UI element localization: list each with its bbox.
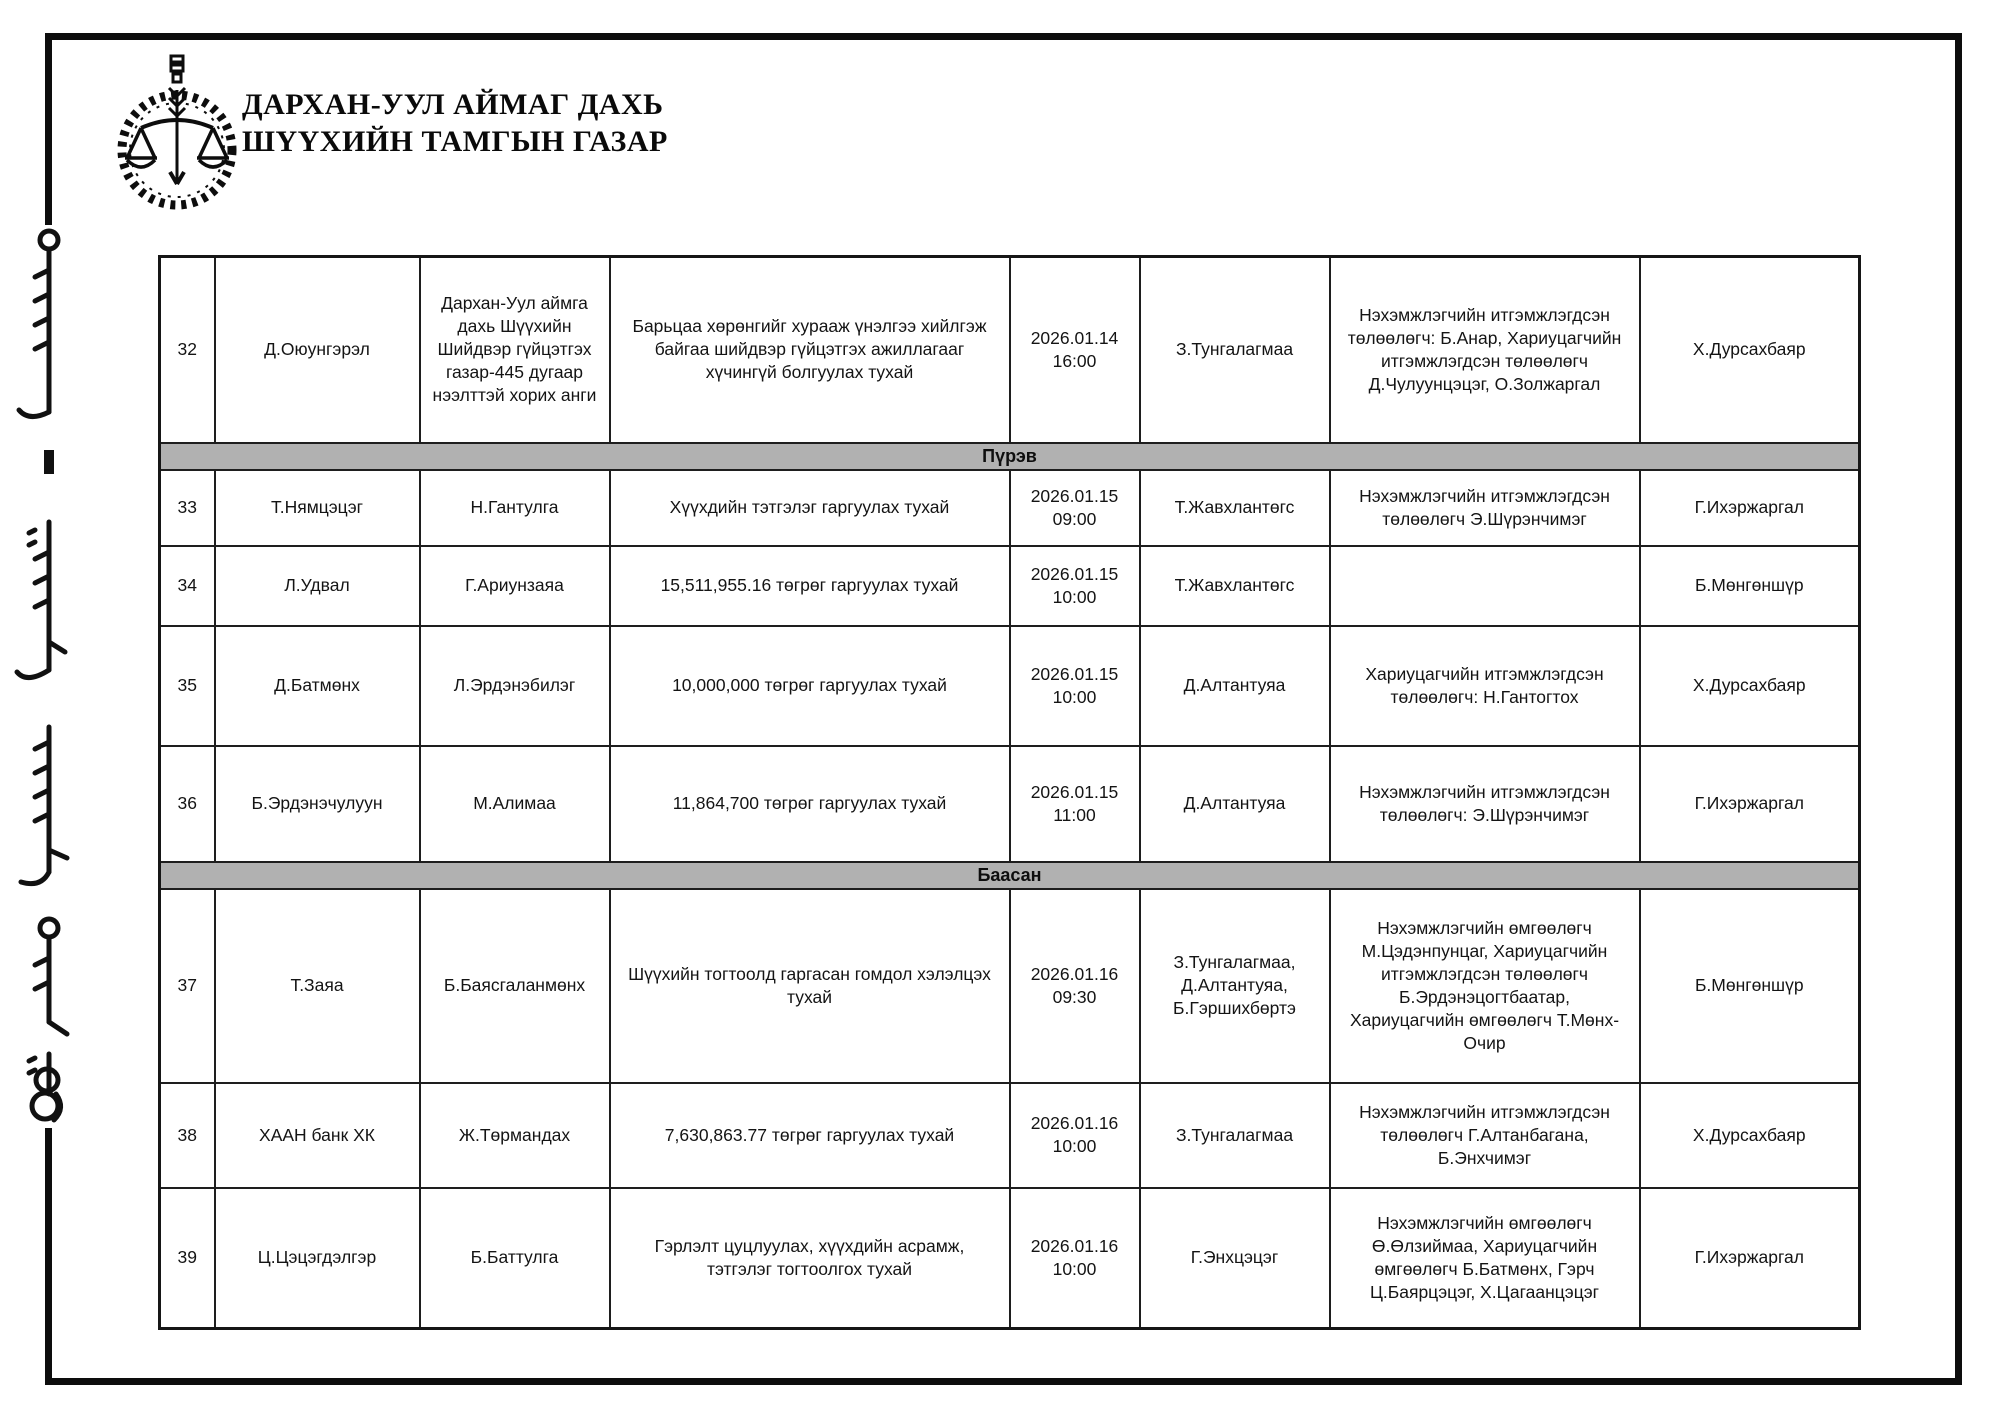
day-band-row bbox=[160, 862, 1860, 889]
cell-clerk: Х.Дурсахбаяр bbox=[1640, 626, 1860, 746]
cell-clerk: Г.Ихэржаргал bbox=[1640, 746, 1860, 862]
cell-judge: Г.Энхцэцэг bbox=[1140, 1188, 1330, 1329]
cell-date: 2026.01.15 bbox=[1030, 663, 1119, 684]
cell-case-subject: Хүүхдийн тэтгэлэг гаргуулах тухай bbox=[610, 470, 1010, 546]
cell-row-number: 36 bbox=[160, 746, 215, 862]
table-row bbox=[160, 746, 1860, 862]
schedule-table-container bbox=[158, 255, 1858, 1330]
court-logo-icon bbox=[116, 52, 238, 220]
cell-defendant: Б.Баясгаланмөнх bbox=[420, 889, 610, 1083]
cell-plaintiff: Л.Удвал bbox=[215, 546, 420, 626]
page-border-left-lower bbox=[45, 1128, 52, 1385]
cell-row-number: 37 bbox=[160, 889, 215, 1083]
cell-row-number: 32 bbox=[160, 257, 215, 443]
cell-row-number: 35 bbox=[160, 626, 215, 746]
cell-datetime bbox=[1010, 626, 1140, 746]
table-row bbox=[160, 626, 1860, 746]
cell-participants: Нэхэмжлэгчийн итгэмжлэгдсэн төлөөлөгч: Э.Шүрэнчимэг bbox=[1330, 746, 1640, 862]
cell-datetime bbox=[1010, 889, 1140, 1083]
cell-judge: Д.Алтантуяа bbox=[1140, 746, 1330, 862]
cell-date: 2026.01.16 bbox=[1030, 1235, 1119, 1256]
cell-row-number: 39 bbox=[160, 1188, 215, 1329]
cell-plaintiff: Д.Оюунгэрэл bbox=[215, 257, 420, 443]
cell-date: 2026.01.16 bbox=[1030, 963, 1119, 984]
cell-participants: Хариуцагчийн итгэмжлэгдсэн төлөөлөгч: Н.Гантогтох bbox=[1330, 626, 1640, 746]
cell-judge: З.Тунгалагмаа bbox=[1140, 1083, 1330, 1188]
cell-row-number: 38 bbox=[160, 1083, 215, 1188]
cell-time: 09:00 bbox=[1052, 508, 1097, 529]
org-title-line1: ДАРХАН-УУЛ АЙМАГ ДАХЬ bbox=[242, 88, 664, 121]
cell-judge: Т.Жавхлантөгс bbox=[1140, 470, 1330, 546]
cell-case-subject: Гэрлэлт цуцлуулах, хүүхдийн асрамж, тэтгэлэг тогтоолгох тухай bbox=[610, 1188, 1010, 1329]
cell-time: 16:00 bbox=[1052, 350, 1097, 371]
cell-clerk: Б.Мөнгөншүр bbox=[1640, 889, 1860, 1083]
cell-participants bbox=[1330, 546, 1640, 626]
cell-defendant: Г.Ариунзаяа bbox=[420, 546, 610, 626]
table-row bbox=[160, 889, 1860, 1083]
cell-judge: З.Тунгалагмаа bbox=[1140, 257, 1330, 443]
cell-time: 10:00 bbox=[1052, 686, 1097, 707]
table-row bbox=[160, 470, 1860, 546]
cell-datetime bbox=[1010, 746, 1140, 862]
cell-date: 2026.01.16 bbox=[1030, 1113, 1119, 1133]
cell-case-subject: 10,000,000 төгрөг гаргуулах тухай bbox=[610, 626, 1010, 746]
table-row bbox=[160, 1083, 1860, 1188]
schedule-table-body bbox=[160, 257, 1860, 1329]
day-band-label: Пүрэв bbox=[160, 443, 1860, 470]
day-band-label: Баасан bbox=[160, 862, 1860, 889]
cell-time: 11:00 bbox=[1053, 804, 1096, 825]
cell-time: 09:30 bbox=[1052, 986, 1097, 1007]
cell-participants: Нэхэмжлэгчийн өмгөөлөгч Ө.Өлзиймаа, Хариуцагчийн өмгөөлөгч Б.Батмөнх, Гэрч Ц.Баярцэцэг, Х.Цагаанцэцэг bbox=[1330, 1188, 1640, 1329]
cell-datetime bbox=[1010, 546, 1140, 626]
cell-defendant: Л.Эрдэнэбилэг bbox=[420, 626, 610, 746]
mongolian-vertical-script-icon bbox=[12, 222, 84, 1128]
cell-participants: Нэхэмжлэгчийн итгэмжлэгдсэн төлөөлөгч Э.Шүрэнчимэг bbox=[1330, 470, 1640, 546]
cell-date: 2026.01.15 bbox=[1030, 563, 1119, 584]
table-row bbox=[160, 546, 1860, 626]
cell-clerk: Г.Ихэржаргал bbox=[1640, 1188, 1860, 1329]
cell-datetime bbox=[1010, 1083, 1140, 1188]
cell-time: 10:00 bbox=[1052, 1136, 1097, 1156]
cell-case-subject: Шүүхийн тогтоолд гаргасан гомдол хэлэлцэх тухай bbox=[610, 889, 1010, 1083]
cell-datetime bbox=[1010, 1188, 1140, 1329]
cell-participants: Нэхэмжлэгчийн итгэмжлэгдсэн төлөөлөгч Г.Алтанбагана, Б.Энхчимэг bbox=[1330, 1083, 1640, 1188]
cell-clerk: Х.Дурсахбаяр bbox=[1640, 257, 1860, 443]
cell-plaintiff: Т.Нямцэцэг bbox=[215, 470, 420, 546]
page-border-left-upper bbox=[45, 33, 52, 225]
cell-defendant: Н.Гантулга bbox=[420, 470, 610, 546]
cell-clerk: Г.Ихэржаргал bbox=[1640, 470, 1860, 546]
day-band-row bbox=[160, 443, 1860, 470]
cell-datetime bbox=[1010, 257, 1140, 443]
cell-datetime bbox=[1010, 470, 1140, 546]
table-row bbox=[160, 1188, 1860, 1329]
org-title bbox=[242, 86, 668, 160]
page-border-bottom bbox=[45, 1378, 1962, 1385]
cell-participants: Нэхэмжлэгчийн өмгөөлөгч М.Цэдэнпунцаг, Хариуцагчийн итгэмжлэгдсэн төлөөлөгч Б.Эрдэнэцогтбаатар, Хариуцагчийн өмгөөлөгч Т.Мөнх-Очир bbox=[1330, 889, 1640, 1083]
cell-row-number: 33 bbox=[160, 470, 215, 546]
cell-defendant: Ж.Төрмандах bbox=[420, 1083, 610, 1188]
cell-plaintiff: Ц.Цэцэгдэлгэр bbox=[215, 1188, 420, 1329]
cell-defendant: Дархан-Уул аймга дахь Шүүхийн Шийдвэр гүйцэтгэх газар-445 дугаар нээлттэй хорих анги bbox=[420, 257, 610, 443]
org-title-line2: ШҮҮХИЙН ТАМГЫН ГАЗАР bbox=[242, 125, 668, 158]
cell-case-subject: 15,511,955.16 төгрөг гаргуулах тухай bbox=[610, 546, 1010, 626]
cell-row-number: 34 bbox=[160, 546, 215, 626]
cell-plaintiff: Т.Заяа bbox=[215, 889, 420, 1083]
cell-defendant: Б.Баттулга bbox=[420, 1188, 610, 1329]
cell-plaintiff: ХААН банк ХК bbox=[215, 1083, 420, 1188]
cell-judge: Д.Алтантуяа bbox=[1140, 626, 1330, 746]
cell-date: 2026.01.15 bbox=[1030, 485, 1119, 506]
cell-judge: Т.Жавхлантөгс bbox=[1140, 546, 1330, 626]
cell-defendant: М.Алимаа bbox=[420, 746, 610, 862]
cell-date: 2026.01.15 bbox=[1030, 781, 1119, 802]
cell-case-subject: Барьцаа хөрөнгийг хурааж үнэлгээ хийлгэж байгаа шийдвэр гүйцэтгэх ажиллагааг хүчингүй болгуулах тухай bbox=[610, 257, 1010, 443]
cell-case-subject: 11,864,700 төгрөг гаргуулах тухай bbox=[610, 746, 1010, 862]
schedule-table bbox=[158, 255, 1861, 1330]
cell-plaintiff: Д.Батмөнх bbox=[215, 626, 420, 746]
cell-plaintiff: Б.Эрдэнэчулуун bbox=[215, 746, 420, 862]
cell-clerk: Б.Мөнгөншүр bbox=[1640, 546, 1860, 626]
cell-time: 10:00 bbox=[1052, 586, 1097, 607]
cell-case-subject: 7,630,863.77 төгрөг гаргуулах тухай bbox=[610, 1083, 1010, 1188]
cell-time: 10:00 bbox=[1052, 1258, 1097, 1279]
cell-participants: Нэхэмжлэгчийн итгэмжлэгдсэн төлөөлөгч: Б.Анар, Хариуцагчийн итгэмжлэгдсэн төлөөлөгч Д.Чулуунцэцэг, О.Золжаргал bbox=[1330, 257, 1640, 443]
table-row bbox=[160, 257, 1860, 443]
cell-judge: З.Тунгалагмаа, Д.Алтантуяа, Б.Гэршихбөртэ bbox=[1140, 889, 1330, 1083]
page-border-right bbox=[1955, 33, 1962, 1385]
cell-date: 2026.01.14 bbox=[1030, 327, 1119, 348]
cell-clerk: Х.Дурсахбаяр bbox=[1640, 1083, 1860, 1188]
page-border-top bbox=[45, 33, 1962, 40]
